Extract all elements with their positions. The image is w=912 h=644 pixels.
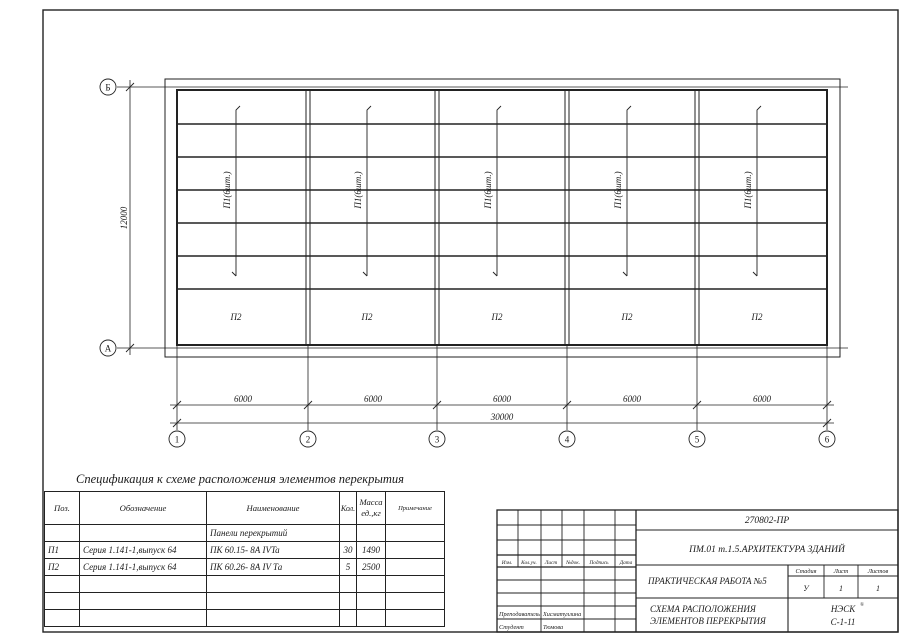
spec-title: Спецификация к схеме расположения элементов перекрытия — [76, 472, 404, 486]
axis-label-2: 2 — [305, 434, 311, 445]
spec-note — [386, 542, 445, 559]
panel-p1-label-1: П1(6шт.) — [222, 171, 232, 209]
panel-p1-label-2: П1(6шт.) — [353, 171, 363, 209]
panel-p2-label-5: П2 — [751, 312, 763, 322]
bay-separators — [306, 90, 699, 345]
stamp-student-role: Студент — [499, 624, 524, 631]
spec-h-pos: Поз. — [45, 492, 80, 525]
bay-dim-3: 6000 — [493, 394, 511, 404]
panel-p1-label-4: П1(6шт.) — [613, 171, 623, 209]
stamp-col-izm: Изм. — [501, 560, 513, 566]
stamp-stage: У — [803, 584, 809, 593]
spec-name: ПК 60.26- 8А IV Та — [207, 559, 340, 576]
stamp-sheet: 1 — [839, 584, 843, 593]
bay-dim-4: 6000 — [623, 394, 641, 404]
stamp-teacher-role: Преподаватель — [499, 611, 540, 618]
stamp-sheets-label: Листов — [867, 568, 889, 575]
wall-outline — [165, 79, 840, 357]
spec-h-mass — [357, 492, 386, 525]
stamp-drawing-title-1: СХЕМА РАСПОЛОЖЕНИЯ — [650, 604, 756, 614]
spec-pos: П1 — [45, 542, 80, 559]
table-row — [45, 559, 445, 576]
side-dim: 12000 — [119, 206, 129, 230]
slab-outline — [177, 90, 827, 345]
spec-qty: 30 — [340, 542, 357, 559]
panel-group-leaders — [232, 106, 761, 276]
spec-designation: Серия 1.141-1,выпуск 64 — [80, 559, 207, 576]
panel-p2-label-1: П2 — [230, 312, 242, 322]
bay-dim-2: 6000 — [364, 394, 382, 404]
spec-qty: 5 — [340, 559, 357, 576]
stamp-col-list: Лист — [544, 560, 558, 566]
stamp-code: 270802-ПР — [744, 516, 790, 526]
axis-label-5: 5 — [694, 434, 700, 445]
axis-label-a: А — [104, 343, 112, 354]
spec-mass: 2500 — [357, 559, 386, 576]
spec-h-qty: Кол. — [340, 492, 357, 525]
spec-h-mass-1: Масса — [359, 497, 383, 507]
stamp-teacher-name: Хисматуллина — [543, 611, 582, 618]
stamp-drawing-title-2: ЭЛЕМЕНТОВ ПЕРЕКРЫТИЯ — [650, 616, 766, 626]
axis-label-b: Б — [105, 82, 111, 93]
stamp-sheets: 1 — [876, 584, 880, 593]
axis-label-4: 4 — [564, 434, 570, 445]
spec-table — [44, 491, 445, 627]
panel-p1-label-5: П1(6шт.) — [743, 171, 753, 209]
stamp-sheet-label: Лист — [833, 568, 849, 575]
table-row-empty — [45, 610, 445, 627]
panel-p1-label-3: П1(6шт.) — [483, 171, 493, 209]
table-row-empty — [45, 593, 445, 610]
total-dim: 30000 — [490, 412, 514, 422]
stamp-stage-label: Стадия — [795, 568, 817, 575]
stamp-col-kolich: Кол.уч. — [521, 560, 537, 566]
panel-p2-label-2: П2 — [361, 312, 373, 322]
spec-group-row — [45, 525, 445, 542]
spec-group-title: Панели перекрытий — [207, 525, 340, 542]
axis-label-6: 6 — [824, 434, 830, 445]
panel-p2-label-4: П2 — [621, 312, 633, 322]
stamp-org-mark: ® — [860, 603, 864, 608]
stamp-col-date: Дата — [619, 560, 633, 566]
stamp-org: НЭСК — [830, 604, 856, 614]
spec-mass: 1490 — [357, 542, 386, 559]
spec-note — [386, 559, 445, 576]
bay-dim-5: 6000 — [753, 394, 771, 404]
axis-label-3: 3 — [434, 434, 440, 445]
spec-h-note: Примечание — [386, 492, 445, 525]
spec-h-mass-2: ед.,кг — [361, 508, 381, 518]
spec-h-designation: Обозначение — [80, 492, 207, 525]
table-row — [45, 542, 445, 559]
stamp-col-ndok: №док. — [565, 560, 581, 566]
stamp-group: С-1-11 — [830, 617, 856, 627]
spec-pos: П2 — [45, 559, 80, 576]
spec-designation: Серия 1.141-1,выпуск 64 — [80, 542, 207, 559]
spec-header-row — [45, 492, 445, 525]
panel-p2-label-3: П2 — [491, 312, 503, 322]
stamp-student-name: Тюмова — [543, 624, 564, 631]
panel-row-lines — [177, 124, 827, 289]
axis-label-1: 1 — [174, 434, 180, 445]
spec-h-name: Наименование — [207, 492, 340, 525]
stamp-project: ПМ.01 т.1.5.АРХИТЕКТУРА ЗДАНИЙ — [689, 545, 845, 555]
bay-dim-1: 6000 — [234, 394, 252, 404]
spec-name: ПК 60.15- 8А IVTa — [207, 542, 340, 559]
stamp-work: ПРАКТИЧЕСКАЯ РАБОТА №5 — [648, 576, 767, 586]
table-row-empty — [45, 576, 445, 593]
stamp-col-sign: Подпись — [589, 560, 609, 566]
